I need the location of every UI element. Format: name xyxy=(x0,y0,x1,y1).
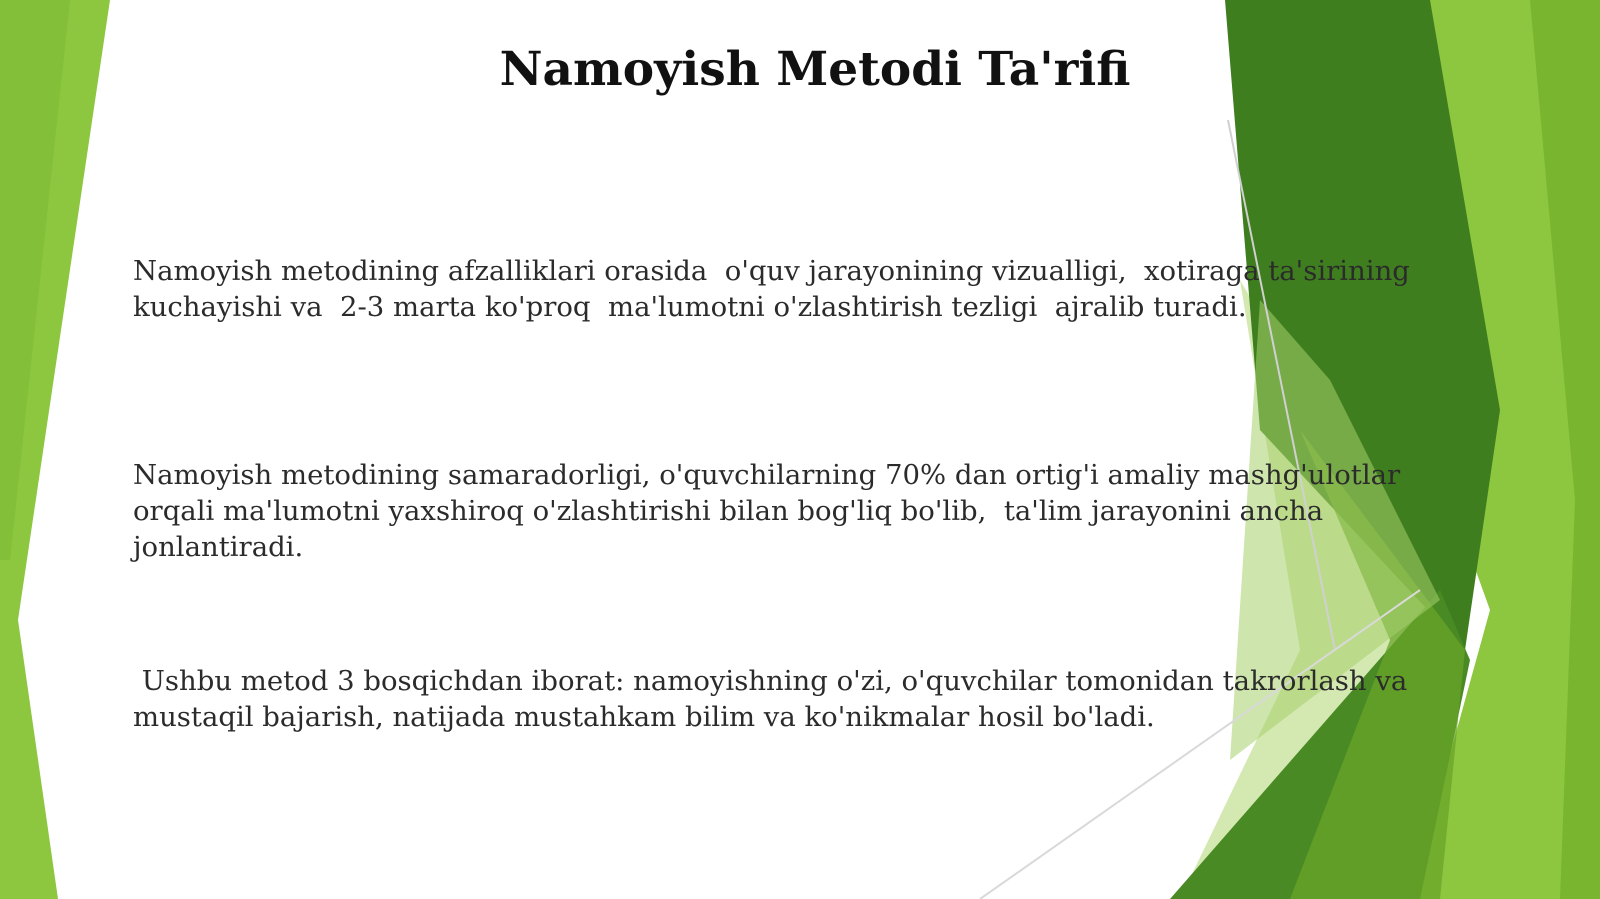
paragraph-line: mustaqil bajarish, natijada mustahkam bilim va ko'nikmalar hosil bo'ladi. xyxy=(133,701,1155,733)
paragraph-line: kuchayishi va 2-3 marta ko'proq ma'lumotni o'zlashtirish tezligi ajralib turadi. xyxy=(133,291,1247,323)
paragraph-stages xyxy=(133,663,1463,735)
paragraph-line: Ushbu metod 3 bosqichdan iborat: namoyishning o'zi, o'quvchilar tomonidan takrorlash va xyxy=(133,665,1408,697)
paragraph-line: Namoyish metodining afzalliklari orasida o'quv jarayonining vizualligi, xotiraga ta'sirining xyxy=(133,255,1410,287)
paragraph-effectiveness xyxy=(133,457,1463,565)
paragraph-advantages xyxy=(133,253,1463,325)
paragraph-line: orqali ma'lumotni yaxshiroq o'zlashtirishi bilan bog'liq bo'lib, ta'lim jarayonini ancha xyxy=(133,495,1324,527)
paragraph-line: Namoyish metodining samaradorligi, o'quvchilarning 70% dan ortig'i amaliy mashg'ulotlar xyxy=(133,459,1401,491)
paragraph-line: jonlantiradi. xyxy=(133,531,304,563)
page-title: Namoyish Metodi Ta'rifi xyxy=(499,42,1131,97)
